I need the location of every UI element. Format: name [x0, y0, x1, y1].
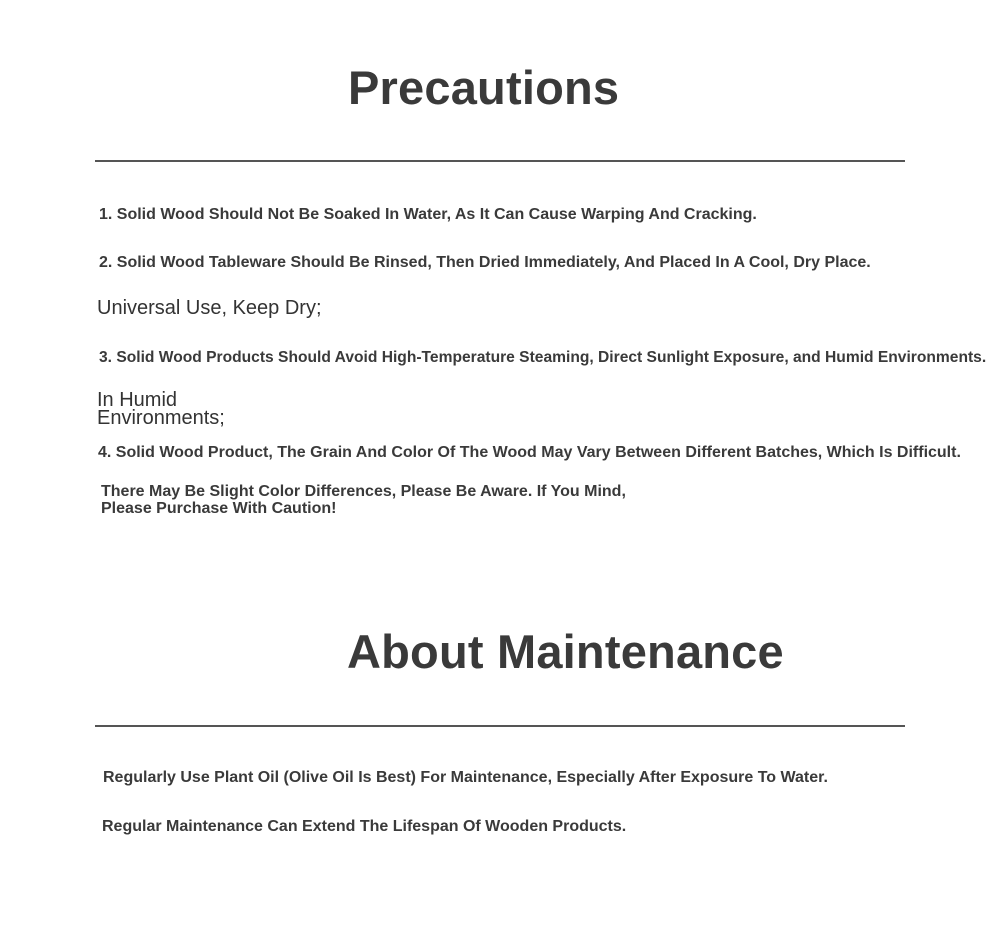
- humid-line-2: Environments;: [97, 407, 225, 429]
- note-line-2: Please Purchase With Caution!: [101, 500, 337, 517]
- humid-line-1: In Humid: [97, 389, 178, 411]
- precautions-divider: [95, 160, 905, 162]
- precaution-subnote-keep-dry: Universal Use, Keep Dry;: [97, 297, 322, 319]
- precaution-item-1: 1. Solid Wood Should Not Be Soaked In Water, As It Can Cause Warping And Cracking.: [99, 206, 757, 223]
- maintenance-line-1: Regularly Use Plant Oil (Olive Oil Is Best) For Maintenance, Especially After Exposure To Water.: [103, 769, 828, 786]
- precaution-item-2: 2. Solid Wood Tableware Should Be Rinsed, Then Dried Immediately, And Placed In A Cool, Dry Place.: [99, 254, 871, 271]
- maintenance-title: About Maintenance: [347, 625, 784, 678]
- precaution-item-4: 4. Solid Wood Product, The Grain And Color Of The Wood May Vary Between Different Batches, Which Is Difficult.: [98, 444, 961, 461]
- maintenance-line-2: Regular Maintenance Can Extend The Lifespan Of Wooden Products.: [102, 818, 627, 835]
- precaution-item-3: 3. Solid Wood Products Should Avoid High-Temperature Steaming, Direct Sunlight Exposure, and Humid Environments.: [99, 349, 987, 366]
- color-difference-note: [101, 483, 626, 517]
- maintenance-divider: [95, 725, 905, 727]
- precautions-title: Precautions: [348, 61, 620, 114]
- note-line-1: There May Be Slight Color Differences, Please Be Aware. If You Mind,: [101, 483, 626, 500]
- precaution-subnote-humid: [97, 391, 225, 427]
